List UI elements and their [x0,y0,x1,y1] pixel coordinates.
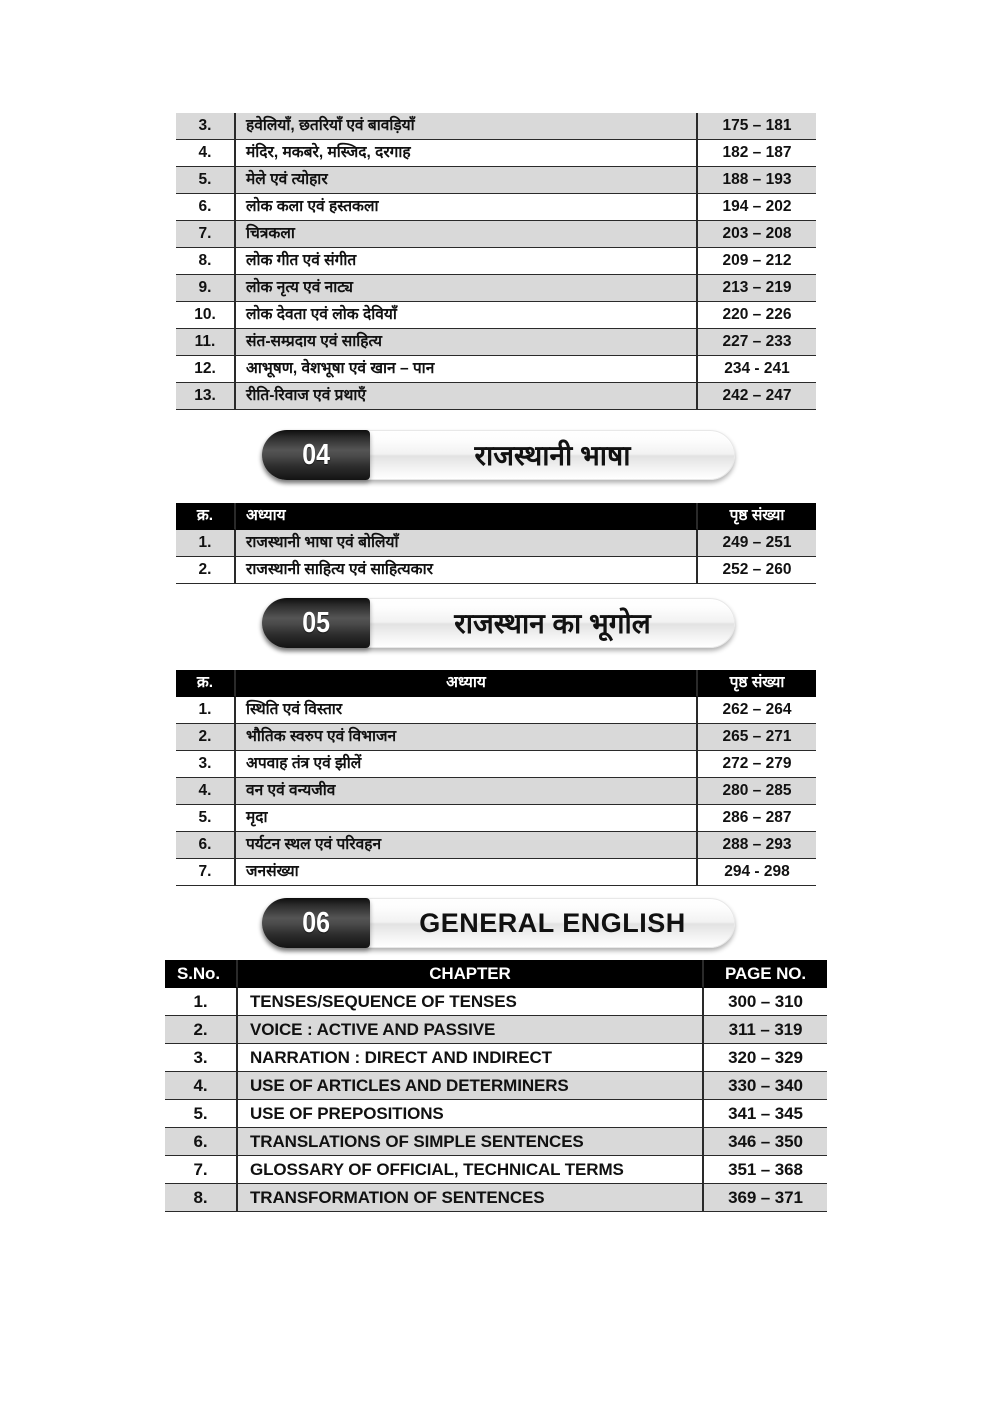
cell-pages: 320 – 329 [704,1044,827,1072]
cell-sno: 2. [165,1016,238,1044]
cell-sno: 4. [176,140,236,167]
cell-sno: 2. [176,724,236,751]
toc-table-art-culture [176,113,816,410]
table-row [176,557,816,584]
section-number-text: 05 [302,607,330,639]
cell-pages: 346 – 350 [704,1128,827,1156]
cell-pages: 369 – 371 [704,1184,827,1212]
table-body [176,697,816,886]
cell-pages: 311 – 319 [704,1016,827,1044]
cell-sno: 12. [176,356,236,383]
cell-chapter: वन एवं वन्यजीव [236,778,698,805]
table-row [176,113,816,140]
cell-sno: 3. [165,1044,238,1072]
cell-pages: 288 – 293 [698,832,816,859]
table-row [176,221,816,248]
column-header-sno: क्र. [176,670,236,697]
cell-sno: 2. [176,557,236,584]
cell-pages: 294 - 298 [698,859,816,886]
cell-pages: 330 – 340 [704,1072,827,1100]
cell-chapter: लोक गीत एवं संगीत [236,248,698,275]
cell-pages: 234 - 241 [698,356,816,383]
table-row [176,383,816,410]
cell-chapter: TENSES/SEQUENCE OF TENSES [238,988,704,1016]
column-header-chapter: अध्याय [236,503,698,530]
section-banner-05 [262,598,735,648]
cell-pages: 194 – 202 [698,194,816,221]
section-number-badge [262,898,370,948]
section-banner-06 [262,898,735,948]
cell-pages: 341 – 345 [704,1100,827,1128]
section-number-text: 04 [302,439,330,471]
column-header-chapter: अध्याय [236,670,698,697]
table-row [176,778,816,805]
section-title: GENERAL ENGLISH [419,907,686,938]
column-header-sno: S.No. [165,960,238,988]
cell-pages: 175 – 181 [698,113,816,140]
cell-chapter: अपवाह तंत्र एवं झीलें [236,751,698,778]
cell-chapter: रीति-रिवाज एवं प्रथाएँ [236,383,698,410]
cell-sno: 5. [176,167,236,194]
cell-chapter: जनसंख्या [236,859,698,886]
cell-pages: 272 – 279 [698,751,816,778]
table-row [176,140,816,167]
cell-chapter: आभूषण, वेशभूषा एवं खान – पान [236,356,698,383]
table-header-row [176,503,816,530]
cell-chapter: पर्यटन स्थल एवं परिवहन [236,832,698,859]
table-row [176,697,816,724]
cell-sno: 3. [176,751,236,778]
column-header-chapter: CHAPTER [238,960,704,988]
table-row [176,167,816,194]
cell-sno: 4. [176,778,236,805]
cell-chapter: मेले एवं त्योहार [236,167,698,194]
cell-chapter: TRANSFORMATION OF SENTENCES [238,1184,704,1212]
table-row [176,329,816,356]
cell-chapter: TRANSLATIONS OF SIMPLE SENTENCES [238,1128,704,1156]
cell-chapter: चित्रकला [236,221,698,248]
cell-chapter: भौतिक स्वरुप एवं विभाजन [236,724,698,751]
cell-chapter: राजस्थानी साहित्य एवं साहित्यकार [236,557,698,584]
cell-sno: 6. [165,1128,238,1156]
table-row [176,302,816,329]
cell-pages: 203 – 208 [698,221,816,248]
cell-chapter: NARRATION : DIRECT AND INDIRECT [238,1044,704,1072]
cell-chapter: USE OF PREPOSITIONS [238,1100,704,1128]
table-header [165,960,827,988]
cell-sno: 13. [176,383,236,410]
column-header-pages: पृष्ठ संख्या [698,503,816,530]
cell-pages: 351 – 368 [704,1156,827,1184]
cell-pages: 213 – 219 [698,275,816,302]
section-title: राजस्थानी भाषा [474,440,631,471]
cell-chapter: स्थिति एवं विस्तार [236,697,698,724]
table-body [176,530,816,584]
cell-pages: 242 – 247 [698,383,816,410]
cell-sno: 6. [176,832,236,859]
cell-sno: 1. [176,697,236,724]
table-row [165,988,827,1016]
table-row [165,1072,827,1100]
cell-sno: 7. [165,1156,238,1184]
section-number-badge [262,430,370,480]
table-header [176,670,816,697]
cell-chapter: VOICE : ACTIVE AND PASSIVE [238,1016,704,1044]
cell-pages: 249 – 251 [698,530,816,557]
cell-sno: 6. [176,194,236,221]
table-row [176,194,816,221]
table-body [165,988,827,1212]
cell-sno: 7. [176,859,236,886]
table-row [176,751,816,778]
toc-table-section-05 [176,670,816,886]
cell-pages: 188 – 193 [698,167,816,194]
cell-chapter: संत-सम्प्रदाय एवं साहित्य [236,329,698,356]
column-header-pages: पृष्ठ संख्या [698,670,816,697]
cell-chapter: मंदिर, मकबरे, मस्जिद, दरगाह [236,140,698,167]
table-body [176,113,816,410]
cell-sno: 8. [176,248,236,275]
cell-sno: 5. [176,805,236,832]
cell-chapter: मृदा [236,805,698,832]
cell-chapter: हवेलियाँ, छतरियाँ एवं बावड़ियाँ [236,113,698,140]
table-row [176,724,816,751]
cell-sno: 9. [176,275,236,302]
cell-pages: 265 – 271 [698,724,816,751]
cell-chapter: USE OF ARTICLES AND DETERMINERS [238,1072,704,1100]
cell-sno: 1. [165,988,238,1016]
cell-chapter: लोक नृत्य एवं नाट्य [236,275,698,302]
table-header-row [165,960,827,988]
table-row [165,1128,827,1156]
toc-table-section-06 [165,960,827,1212]
cell-pages: 286 – 287 [698,805,816,832]
table-row [165,1044,827,1072]
table-row [176,356,816,383]
table-row [176,859,816,886]
table-header-row [176,670,816,697]
cell-sno: 4. [165,1072,238,1100]
cell-sno: 11. [176,329,236,356]
cell-pages: 220 – 226 [698,302,816,329]
section-number-text: 06 [302,907,330,939]
cell-pages: 280 – 285 [698,778,816,805]
table-row [165,1184,827,1212]
table-row [176,805,816,832]
table-row [165,1156,827,1184]
table-row [165,1016,827,1044]
cell-pages: 252 – 260 [698,557,816,584]
cell-sno: 7. [176,221,236,248]
cell-chapter: GLOSSARY OF OFFICIAL, TECHNICAL TERMS [238,1156,704,1184]
cell-chapter: लोक कला एवं हस्तकला [236,194,698,221]
cell-pages: 182 – 187 [698,140,816,167]
column-header-pages: PAGE NO. [704,960,827,988]
table-row [165,1100,827,1128]
table-row [176,832,816,859]
cell-sno: 8. [165,1184,238,1212]
cell-sno: 1. [176,530,236,557]
section-title: राजस्थान का भूगोल [454,608,651,639]
cell-pages: 209 – 212 [698,248,816,275]
cell-sno: 10. [176,302,236,329]
section-banner-04 [262,430,735,480]
cell-pages: 300 – 310 [704,988,827,1016]
cell-chapter: राजस्थानी भाषा एवं बोलियाँ [236,530,698,557]
cell-sno: 5. [165,1100,238,1128]
cell-sno: 3. [176,113,236,140]
section-number-badge [262,598,370,648]
table-row [176,275,816,302]
cell-chapter: लोक देवता एवं लोक देवियाँ [236,302,698,329]
cell-pages: 262 – 264 [698,697,816,724]
table-row [176,530,816,557]
toc-table-section-04 [176,503,816,584]
table-header [176,503,816,530]
table-row [176,248,816,275]
column-header-sno: क्र. [176,503,236,530]
cell-pages: 227 – 233 [698,329,816,356]
